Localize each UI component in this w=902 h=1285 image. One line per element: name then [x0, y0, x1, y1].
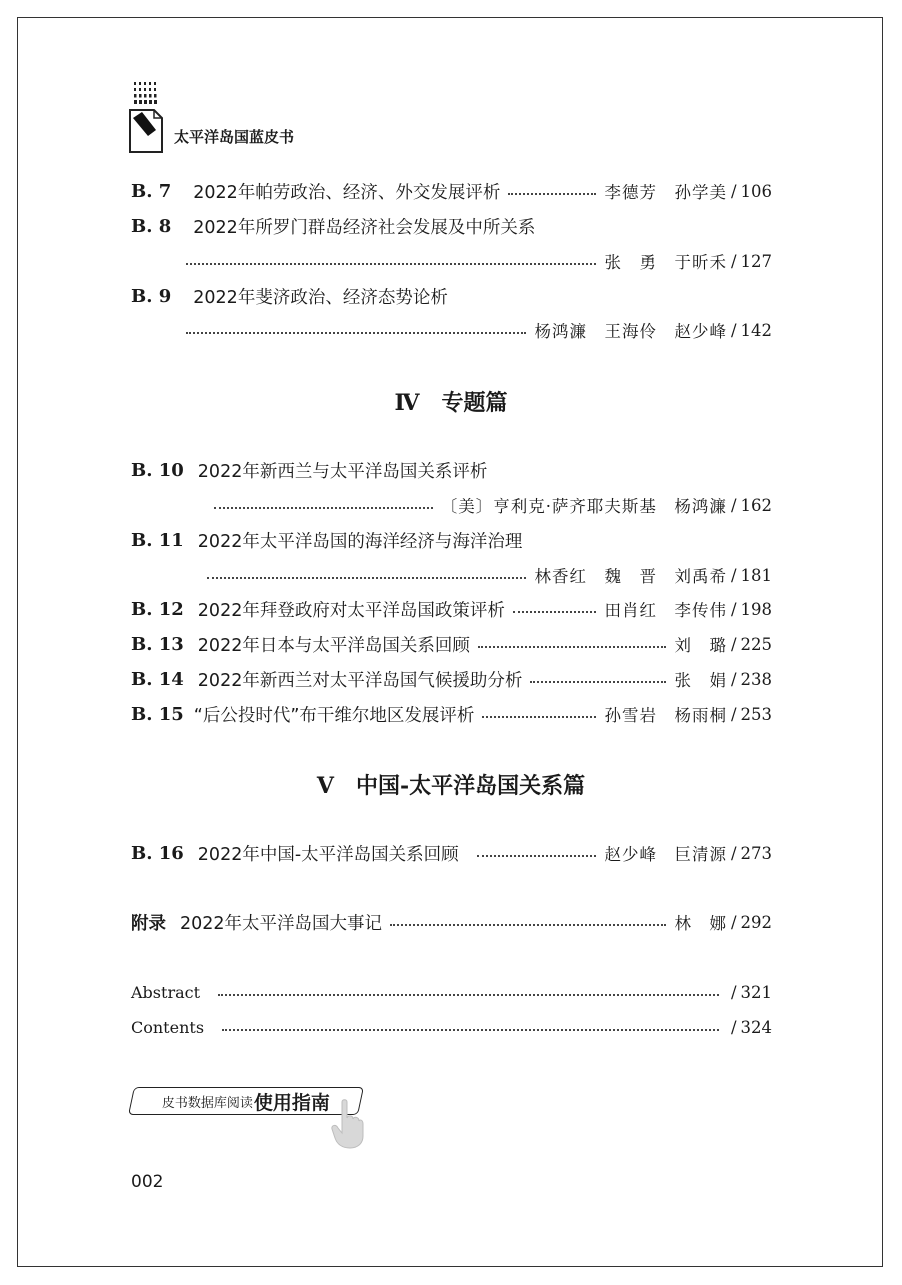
- toc-entry-continuation[interactable]: [214, 490, 772, 520]
- dot-leader: [477, 855, 597, 857]
- dot-leader: [513, 611, 597, 613]
- entry-number: B. 16: [131, 842, 184, 864]
- page-sep: /: [730, 634, 737, 654]
- entry-title: Abstract: [131, 982, 201, 1002]
- entry-page: 106: [740, 181, 772, 201]
- entry-authors: 林香红 魏 晋 刘禹希: [534, 567, 727, 586]
- entry-page: 292: [740, 912, 772, 932]
- entry-number: B. 13: [131, 633, 184, 655]
- page-sep: /: [730, 982, 737, 1002]
- toc-entry[interactable]: [131, 281, 772, 311]
- entry-title: “后公投时代”布干维尔地区发展评析: [193, 705, 475, 726]
- entry-authors: 张 勇 于昕禾: [604, 253, 727, 272]
- entry-page: 321: [740, 982, 772, 1002]
- toc-entry[interactable]: [131, 455, 772, 485]
- entry-title: 2022年日本与太平洋岛国关系回顾: [197, 635, 470, 656]
- page-sep: /: [730, 704, 737, 724]
- toc-entry-contents[interactable]: [131, 1012, 772, 1042]
- entry-page: 253: [740, 704, 772, 724]
- toc-entry[interactable]: [131, 629, 772, 659]
- series-title: 太平洋岛国蓝皮书: [174, 128, 295, 146]
- dot-leader: [482, 716, 596, 718]
- toc-entry[interactable]: [131, 525, 772, 555]
- page-sep: /: [730, 669, 737, 689]
- toc-entry-continuation[interactable]: [186, 315, 772, 345]
- entry-authors: 林 娜: [674, 914, 727, 933]
- entry-title: Contents: [131, 1017, 205, 1037]
- bluebook-logo-icon: [128, 80, 164, 154]
- toc-entry[interactable]: [131, 838, 772, 868]
- entry-page: 181: [740, 565, 772, 585]
- dot-leader: [214, 507, 433, 509]
- section-title: 中国-太平洋岛国关系篇: [355, 773, 586, 799]
- pointing-hand-icon: [330, 1098, 364, 1150]
- toc-entry[interactable]: [131, 699, 772, 729]
- guide-small-text: 皮书数据库阅读: [162, 1095, 254, 1111]
- appendix-label: 附录: [131, 913, 166, 934]
- toc-entry-continuation[interactable]: [207, 560, 772, 590]
- entry-page: 225: [740, 634, 772, 654]
- entry-number: B. 14: [131, 668, 184, 690]
- entry-page: 324: [740, 1017, 772, 1037]
- page-sep: /: [730, 843, 737, 863]
- page-sep: /: [730, 1017, 737, 1037]
- entry-title: 2022年所罗门群岛经济社会发展及中所关系: [193, 217, 536, 238]
- page-sep: /: [730, 320, 737, 340]
- entry-page: 198: [740, 599, 772, 619]
- dot-leader: [530, 681, 666, 683]
- entry-authors: 田肖红 李传伟: [604, 601, 727, 620]
- entry-authors: 赵少峰 巨清源: [604, 845, 727, 864]
- page-sep: /: [730, 565, 737, 585]
- entry-title: 2022年新西兰与太平洋岛国关系评析: [197, 461, 488, 482]
- entry-number: B. 10: [131, 459, 184, 481]
- entry-title: 2022年太平洋岛国的海洋经济与海洋治理: [197, 531, 523, 552]
- page-sep: /: [730, 251, 737, 271]
- database-guide-button[interactable]: [128, 1087, 364, 1115]
- entry-authors: 〔美〕亨利克·萨齐耶夫斯基 杨鸿濂: [440, 497, 727, 516]
- page-sep: /: [730, 495, 737, 515]
- entry-authors: 孙雪岩 杨雨桐: [604, 706, 727, 725]
- section-roman: Ⅴ: [316, 773, 334, 799]
- entry-title: 2022年拜登政府对太平洋岛国政策评析: [197, 600, 505, 621]
- entry-title: 2022年帕劳政治、经济、外交发展评析: [193, 182, 501, 203]
- dot-leader: [508, 193, 596, 195]
- entry-title: 2022年斐济政治、经济态势论析: [193, 287, 448, 308]
- entry-number: B. 9: [131, 285, 172, 307]
- entry-page: 238: [740, 669, 772, 689]
- guide-big-text: 使用指南: [253, 1091, 330, 1114]
- toc-entry[interactable]: [131, 176, 772, 206]
- dot-leader: [186, 263, 596, 265]
- toc-entry[interactable]: [131, 664, 772, 694]
- entry-authors: 刘 璐: [674, 636, 727, 655]
- entry-page: 273: [740, 843, 772, 863]
- entry-authors: 张 娟: [674, 671, 727, 690]
- entry-authors: 杨鸿濂 王海伶 赵少峰: [534, 322, 727, 341]
- toc-entry-abstract[interactable]: [131, 977, 772, 1007]
- section-heading-4: [0, 386, 902, 417]
- dot-leader: [186, 332, 526, 334]
- entry-number: B. 15: [131, 703, 184, 725]
- toc-entry-appendix[interactable]: [131, 907, 772, 937]
- dot-leader: [207, 577, 526, 579]
- section-title: 专题篇: [441, 390, 508, 416]
- entry-title: 2022年新西兰对太平洋岛国气候援助分析: [197, 670, 523, 691]
- entry-page: 142: [740, 320, 772, 340]
- entry-number: B. 11: [131, 529, 184, 551]
- entry-number: B. 8: [131, 215, 172, 237]
- entry-page: 162: [740, 495, 772, 515]
- toc-entry-continuation[interactable]: [186, 246, 772, 276]
- page-sep: /: [730, 912, 737, 932]
- entry-title: 2022年中国-太平洋岛国关系回顾: [197, 844, 459, 865]
- section-heading-5: [0, 769, 902, 800]
- section-roman: Ⅳ: [394, 390, 420, 416]
- page-number: 002: [131, 1172, 164, 1192]
- dot-leader: [478, 646, 667, 648]
- entry-title: 2022年太平洋岛国大事记: [180, 913, 383, 934]
- toc-entry[interactable]: [131, 211, 772, 241]
- page-sep: /: [730, 181, 737, 201]
- entry-number: B. 7: [131, 180, 172, 202]
- dot-leader: [218, 994, 719, 996]
- dot-leader: [390, 924, 666, 926]
- entry-page: 127: [740, 251, 772, 271]
- toc-entry[interactable]: [131, 594, 772, 624]
- dot-leader: [222, 1029, 719, 1031]
- entry-authors: 李德芳 孙学美: [604, 183, 727, 202]
- page-sep: /: [730, 599, 737, 619]
- entry-number: B. 12: [131, 598, 184, 620]
